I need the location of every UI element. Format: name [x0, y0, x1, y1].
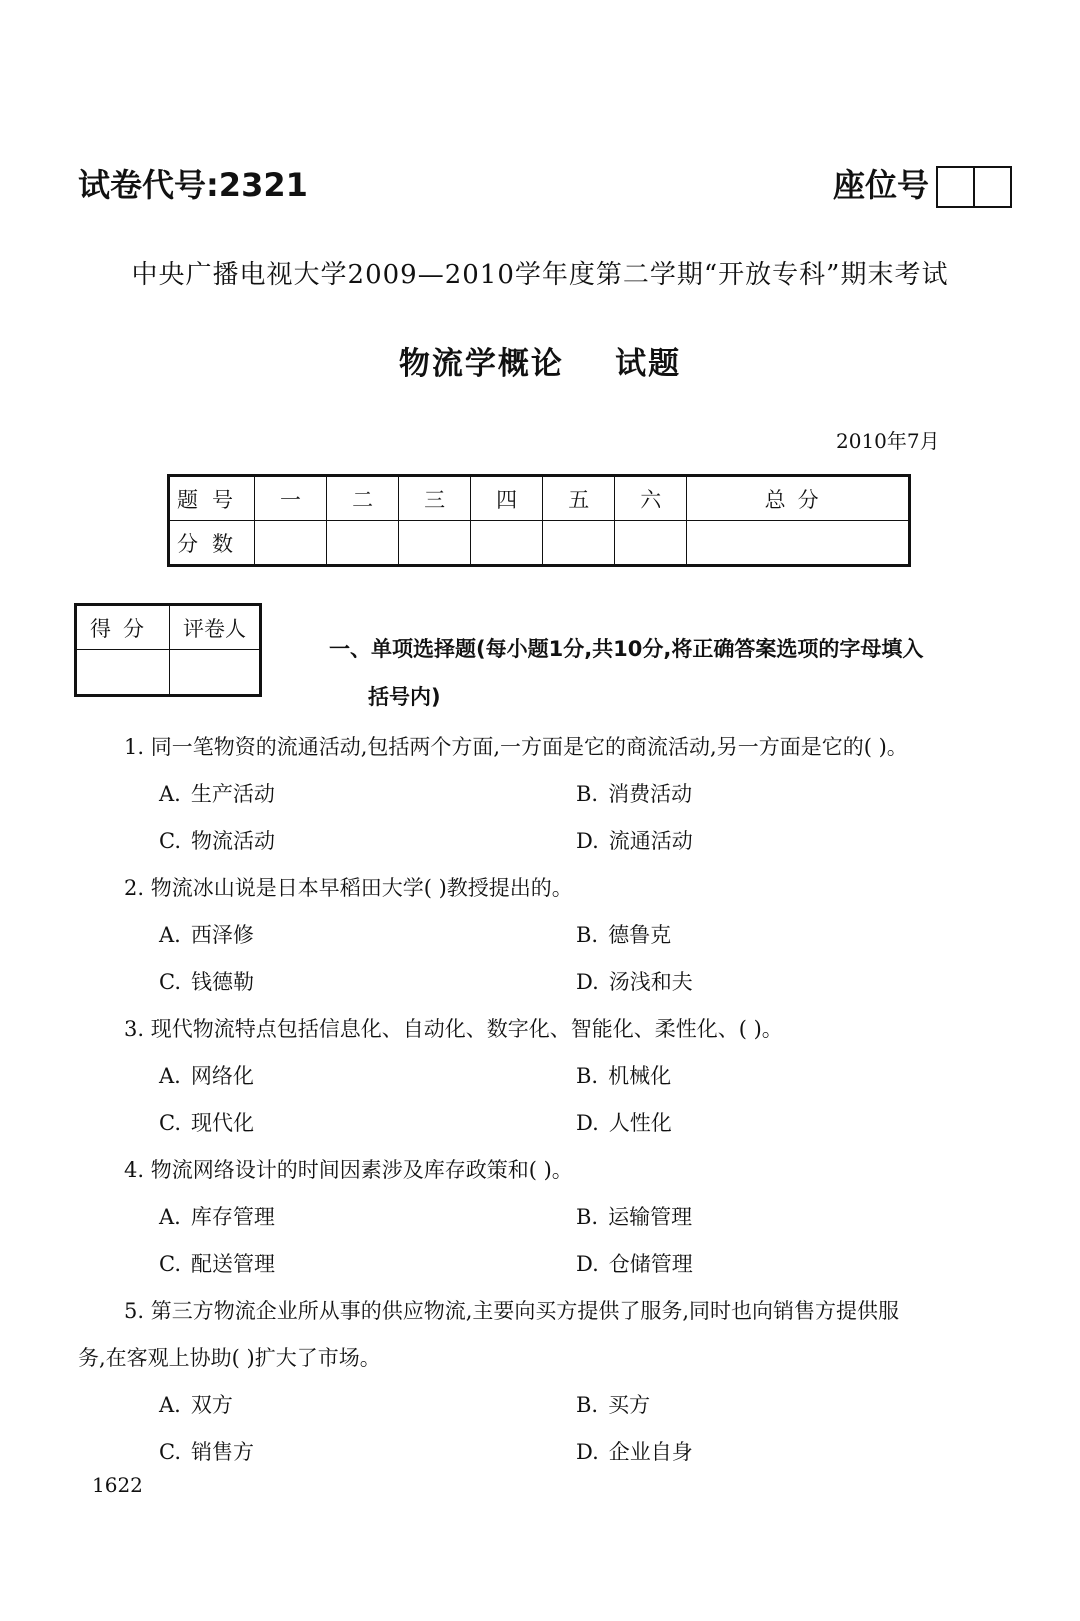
- grader-table: [74, 603, 262, 697]
- option-letter: C.: [159, 1440, 181, 1464]
- grader-name-cell: [170, 650, 261, 696]
- option-text: 流通活动: [608, 829, 693, 853]
- score-table-score-row: [169, 521, 910, 566]
- option-c: [159, 825, 275, 855]
- seat-number-boxes: [936, 166, 1012, 208]
- option-b: [576, 1060, 671, 1090]
- option-a: [159, 1060, 254, 1090]
- option-a: [159, 1201, 275, 1231]
- question-4: 4. 物流网络设计的时间因素涉及库存政策和( )。: [124, 1158, 573, 1182]
- option-text: 物流活动: [191, 829, 275, 853]
- option-letter: A.: [159, 1064, 181, 1088]
- question-2: 2. 物流冰山说是日本早稻田大学( )教授提出的。: [124, 876, 573, 900]
- option-a: [159, 919, 254, 949]
- option-letter: B.: [576, 782, 599, 806]
- option-letter: D.: [576, 970, 599, 994]
- option-letter: D.: [576, 1111, 599, 1135]
- option-letter: C.: [159, 1252, 181, 1276]
- option-text: 库存管理: [190, 1205, 275, 1229]
- option-letter: B.: [576, 1393, 599, 1417]
- option-text: 消费活动: [608, 782, 693, 806]
- option-b: [576, 919, 671, 949]
- grader-table-header-row: [76, 605, 261, 650]
- seat-number-box: [973, 168, 1010, 206]
- option-letter: C.: [159, 829, 181, 853]
- score-table: [167, 474, 911, 567]
- option-d: [576, 966, 693, 996]
- option-letter: C.: [159, 970, 181, 994]
- option-d: [576, 1107, 672, 1137]
- score-table-row-label: 分数: [169, 521, 255, 566]
- option-letter: D.: [576, 1252, 599, 1276]
- option-d: [576, 1248, 693, 1278]
- exam-header: 中央广播电视大学2009—2010学年度第二学期“开放专科”期末考试: [131, 260, 949, 290]
- option-text: 销售方: [191, 1440, 254, 1464]
- option-text: 现代化: [191, 1111, 254, 1135]
- section-heading: 一、单项选择题(每小题1分,共10分,将正确答案选项的字母填入: [329, 637, 924, 661]
- option-letter: A.: [159, 782, 181, 806]
- option-b: [576, 778, 692, 808]
- score-table-column-header: 二: [327, 476, 399, 521]
- question-3: 3. 现代物流特点包括信息化、自动化、数字化、智能化、柔性化、( )。: [124, 1017, 783, 1041]
- option-letter: A.: [159, 1393, 181, 1417]
- option-c: [159, 1107, 254, 1137]
- score-cell: [687, 521, 910, 566]
- option-letter: A.: [159, 1205, 181, 1229]
- paper-code: 试卷代号:2321: [78, 166, 308, 204]
- seat-number-box: [938, 168, 973, 206]
- option-c: [159, 1436, 254, 1466]
- option-c: [159, 1248, 275, 1278]
- option-text: 德鲁克: [608, 923, 672, 947]
- section-heading-continuation: 括号内): [368, 685, 441, 709]
- score-cell: [615, 521, 687, 566]
- score-cell: [255, 521, 327, 566]
- option-b: [576, 1389, 650, 1419]
- option-text: 配送管理: [191, 1252, 275, 1276]
- score-cell: [543, 521, 615, 566]
- option-text: 企业自身: [608, 1440, 693, 1464]
- score-table-column-header: 五: [543, 476, 615, 521]
- option-text: 西泽修: [190, 923, 254, 947]
- option-text: 钱德勒: [191, 970, 254, 994]
- grader-table-score-label: 得分: [76, 605, 170, 650]
- score-table-column-header: 三: [399, 476, 471, 521]
- option-letter: B.: [576, 1205, 599, 1229]
- option-a: [159, 778, 275, 808]
- score-cell: [399, 521, 471, 566]
- option-c: [159, 966, 254, 996]
- option-text: 仓储管理: [608, 1252, 693, 1276]
- option-letter: C.: [159, 1111, 181, 1135]
- option-text: 生产活动: [190, 782, 275, 806]
- grader-table-blank-row: [76, 650, 261, 696]
- page-number: 1622: [92, 1473, 143, 1497]
- score-table-column-header: 一: [255, 476, 327, 521]
- option-text: 买方: [608, 1393, 651, 1417]
- grader-score-cell: [76, 650, 170, 696]
- option-letter: B.: [576, 923, 599, 947]
- option-text: 运输管理: [608, 1205, 693, 1229]
- option-text: 双方: [190, 1393, 233, 1417]
- grader-table-grader-label: 评卷人: [170, 605, 261, 650]
- score-table-header-row: [169, 476, 910, 521]
- score-table-row-label: 题号: [169, 476, 255, 521]
- option-letter: D.: [576, 1440, 599, 1464]
- option-d: [576, 825, 693, 855]
- option-d: [576, 1436, 693, 1466]
- score-table-column-header: 四: [471, 476, 543, 521]
- option-letter: D.: [576, 829, 599, 853]
- exam-date: 2010年7月: [836, 429, 940, 453]
- seat-number-label: 座位号: [833, 166, 930, 204]
- question-1: 1. 同一笔物资的流通活动,包括两个方面,一方面是它的商流活动,另一方面是它的( )。: [124, 735, 908, 759]
- option-letter: A.: [159, 923, 181, 947]
- score-cell: [327, 521, 399, 566]
- score-cell: [471, 521, 543, 566]
- paper-title: 物流学概论 试题: [398, 346, 682, 382]
- question-5-continuation: 务,在客观上协助( )扩大了市场。: [78, 1346, 381, 1370]
- question-5: 5. 第三方物流企业所从事的供应物流,主要向买方提供了服务,同时也向销售方提供服: [124, 1299, 900, 1323]
- score-table-column-header: 总分: [687, 476, 910, 521]
- option-letter: B.: [576, 1064, 599, 1088]
- score-table-column-header: 六: [615, 476, 687, 521]
- option-a: [159, 1389, 233, 1419]
- option-text: 人性化: [608, 1111, 672, 1135]
- option-text: 网络化: [190, 1064, 254, 1088]
- option-text: 汤浅和夫: [608, 970, 693, 994]
- option-text: 机械化: [608, 1064, 672, 1088]
- option-b: [576, 1201, 692, 1231]
